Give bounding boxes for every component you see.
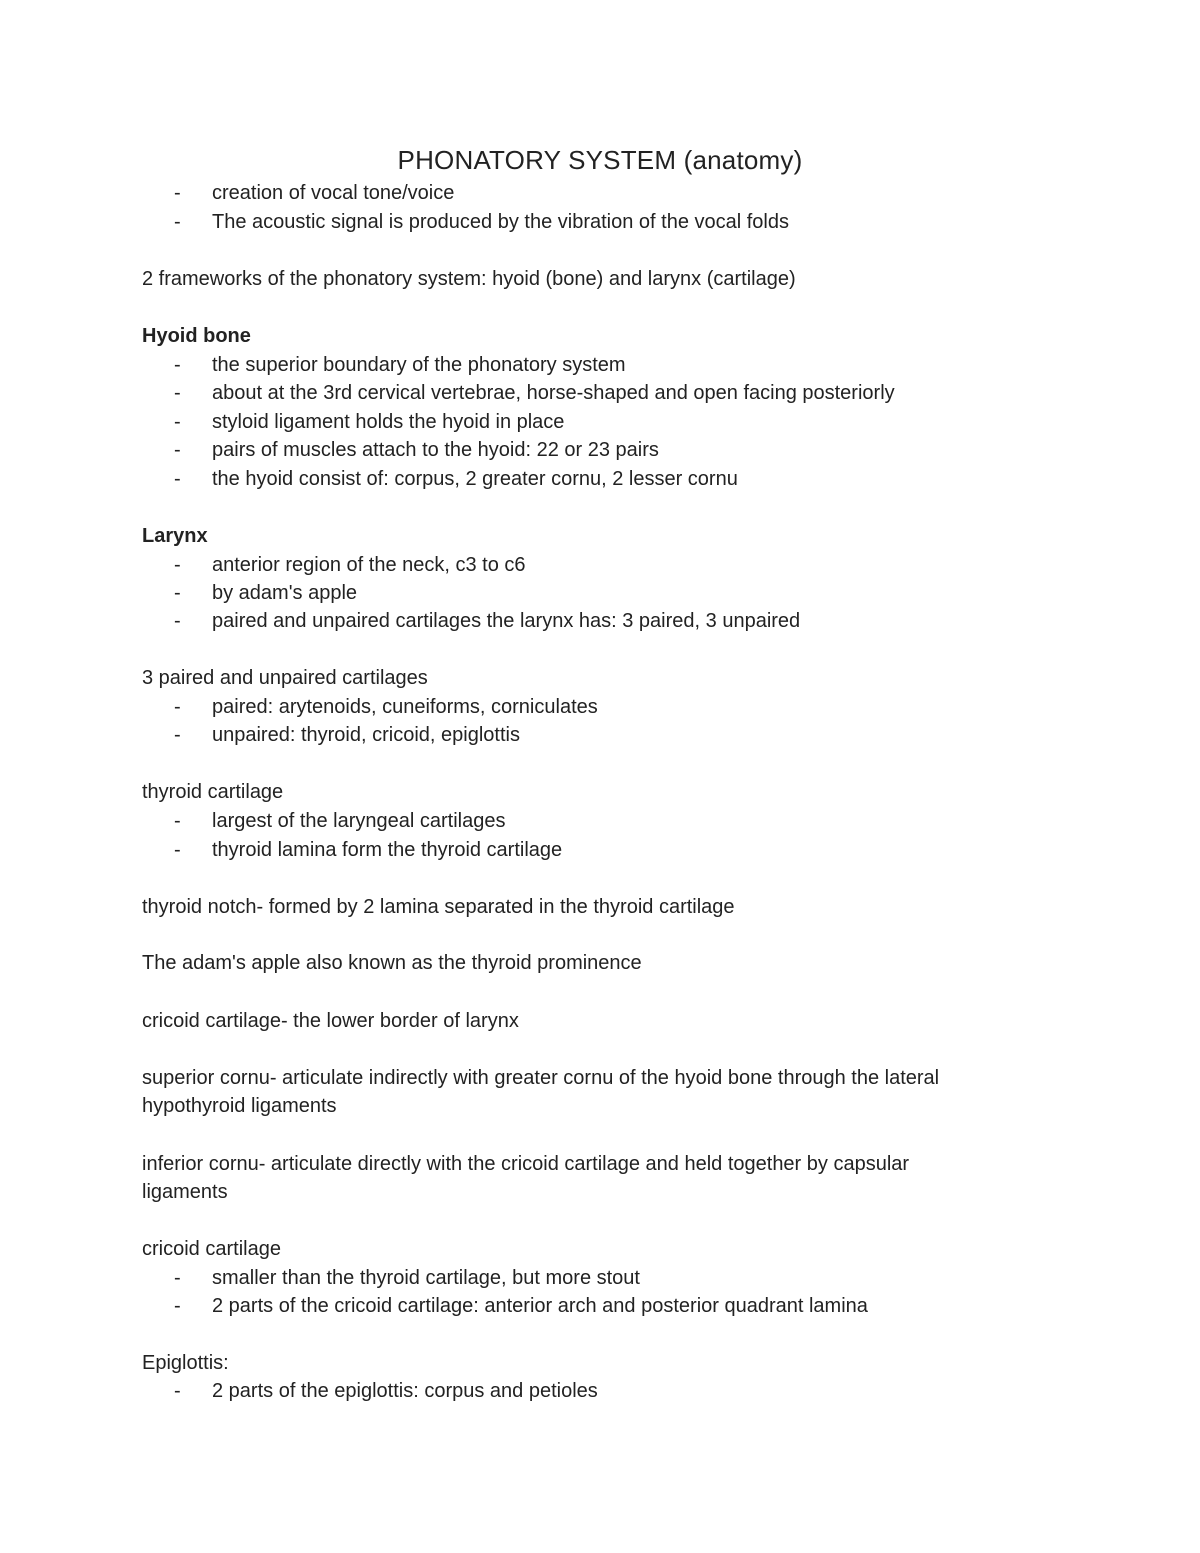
bullet-dash: - — [174, 724, 181, 746]
bullet-text: paired and unpaired cartilages the larynx has: 3 paired, 3 unpaired — [212, 610, 801, 632]
hyoid-bullet-5 — [174, 465, 738, 493]
hyoid-bullet-1 — [174, 351, 626, 379]
bullet-text: pairs of muscles attach to the hyoid: 22 or 23 pairs — [212, 439, 659, 461]
hyoid-bullet-2 — [174, 379, 895, 407]
bullet-text: by adam's apple — [212, 582, 358, 604]
frameworks-paragraph: 2 frameworks of the phonatory system: hyoid (bone) and larynx (cartilage) — [142, 268, 796, 290]
bullet-text: unpaired: thyroid, cricoid, epiglottis — [212, 724, 520, 746]
bullet-dash: - — [174, 554, 181, 576]
cricoid-bullet-1 — [174, 1264, 640, 1292]
bullet-text: the superior boundary of the phonatory system — [212, 354, 626, 376]
bullet-dash: - — [174, 1380, 181, 1402]
thyroid-heading: thyroid cartilage — [142, 781, 284, 803]
intro-bullet-2 — [174, 208, 789, 236]
bullet-dash: - — [174, 468, 181, 490]
bullet-text: 2 parts of the cricoid cartilage: anterior arch and posterior quadrant lamina — [212, 1295, 868, 1317]
hyoid-bullet-4 — [174, 436, 659, 464]
page-title: PHONATORY SYSTEM (anatomy) — [397, 145, 803, 175]
thyroid-bullet-2 — [174, 836, 562, 864]
bullet-dash: - — [174, 211, 181, 233]
bullet-text: thyroid lamina form the thyroid cartilage — [212, 839, 563, 861]
bullet-dash: - — [174, 1295, 181, 1317]
bullet-text: paired: arytenoids, cuneiforms, corniculates — [212, 696, 598, 718]
bullet-dash: - — [174, 411, 181, 433]
epiglottis-heading: Epiglottis: — [142, 1352, 229, 1374]
cricoid-border-paragraph: cricoid cartilage- the lower border of larynx — [142, 1010, 519, 1032]
cartilages-bullet-1 — [174, 693, 598, 721]
bullet-text: 2 parts of the epiglottis: corpus and petioles — [212, 1380, 598, 1402]
hyoid-heading: Hyoid bone — [142, 325, 251, 347]
larynx-bullet-1 — [174, 551, 526, 579]
bullet-text: largest of the laryngeal cartilages — [212, 810, 506, 832]
cartilages-bullet-2 — [174, 721, 520, 749]
bullet-text: about at the 3rd cervical vertebrae, horse-shaped and open facing posteriorly — [212, 382, 895, 404]
bullet-text: smaller than the thyroid cartilage, but more stout — [212, 1267, 640, 1289]
cricoid-bullet-2 — [174, 1292, 868, 1320]
inferior-cornu-line-1: inferior cornu- articulate directly with the cricoid cartilage and held together by capsular — [142, 1153, 910, 1175]
superior-cornu-line-1: superior cornu- articulate indirectly with greater cornu of the hyoid bone through the lateral — [142, 1067, 940, 1089]
bullet-text: The acoustic signal is produced by the vibration of the vocal folds — [212, 211, 789, 233]
bullet-text: creation of vocal tone/voice — [212, 182, 455, 204]
bullet-dash: - — [174, 382, 181, 404]
bullet-dash: - — [174, 696, 181, 718]
larynx-heading: Larynx — [142, 525, 208, 547]
bullet-dash: - — [174, 610, 181, 632]
bullet-text: styloid ligament holds the hyoid in place — [212, 411, 565, 433]
inferior-cornu-line-2: ligaments — [142, 1181, 228, 1203]
bullet-dash: - — [174, 582, 181, 604]
bullet-dash: - — [174, 439, 181, 461]
bullet-dash: - — [174, 182, 181, 204]
cricoid-heading: cricoid cartilage — [142, 1238, 281, 1260]
cartilages-heading: 3 paired and unpaired cartilages — [142, 667, 428, 689]
bullet-text: the hyoid consist of: corpus, 2 greater cornu, 2 lesser cornu — [212, 468, 738, 490]
bullet-dash: - — [174, 810, 181, 832]
intro-bullet-1 — [174, 179, 454, 207]
bullet-dash: - — [174, 354, 181, 376]
bullet-dash: - — [174, 1267, 181, 1289]
adams-apple-paragraph: The adam's apple also known as the thyroid prominence — [142, 952, 642, 974]
thyroid-bullet-1 — [174, 807, 506, 835]
bullet-text: anterior region of the neck, c3 to c6 — [212, 554, 526, 576]
larynx-bullet-2 — [174, 579, 357, 607]
thyroid-notch-paragraph: thyroid notch- formed by 2 lamina separated in the thyroid cartilage — [142, 896, 735, 918]
larynx-bullet-3 — [174, 607, 800, 635]
bullet-dash: - — [174, 839, 181, 861]
hyoid-bullet-3 — [174, 408, 564, 436]
epiglottis-bullet-1 — [174, 1377, 598, 1405]
superior-cornu-line-2: hypothyroid ligaments — [142, 1095, 337, 1117]
